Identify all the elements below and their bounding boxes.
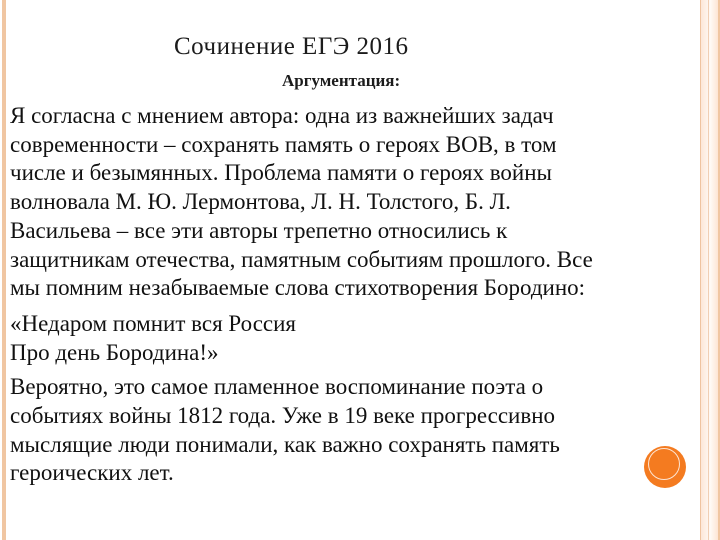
text-line: Васильева – все эти авторы трепетно относились к xyxy=(10,217,508,243)
text-line: мы помним незабываемые слова стихотворения Бородино: xyxy=(10,275,586,301)
text-line: защитникам отечества, памятным событиям прошлого. Все xyxy=(10,246,593,272)
circle-highlight-ring xyxy=(648,448,680,480)
text-line: Я согласна с мнением автора: одна из важнейших задач xyxy=(10,103,554,128)
slide-subtitle: Аргументация: xyxy=(282,71,401,90)
left-frame-border xyxy=(2,0,6,540)
right-frame-border xyxy=(700,0,720,540)
poem-quote xyxy=(10,310,700,367)
essay-paragraph-2 xyxy=(10,373,700,488)
text-line: героических лет. xyxy=(10,460,174,486)
text-line: современности – сохранять память о героях ВОВ, в том xyxy=(10,131,557,157)
quote-line: «Недаром помнит вся Россия xyxy=(10,310,296,336)
text-line: волновала М. Ю. Лермонтова, Л. Н. Толстого, Б. Л. xyxy=(10,189,511,215)
essay-body xyxy=(10,102,700,488)
essay-paragraph-1 xyxy=(10,102,700,303)
quote-line: Про день Бородина!» xyxy=(10,339,219,365)
right-frame-inner-line xyxy=(708,0,709,540)
slide-title: Сочинение ЕГЭ 2016 xyxy=(174,33,409,60)
text-line: числе и безымянных. Проблема памяти о героях войны xyxy=(10,160,553,186)
text-line: мыслящие люди понимали, как важно сохранять память xyxy=(10,431,560,457)
text-line: событиях войны 1812 года. Уже в 19 веке прогрессивно xyxy=(10,403,556,429)
text-line: Вероятно, это самое пламенное воспоминание поэта о xyxy=(10,374,544,400)
